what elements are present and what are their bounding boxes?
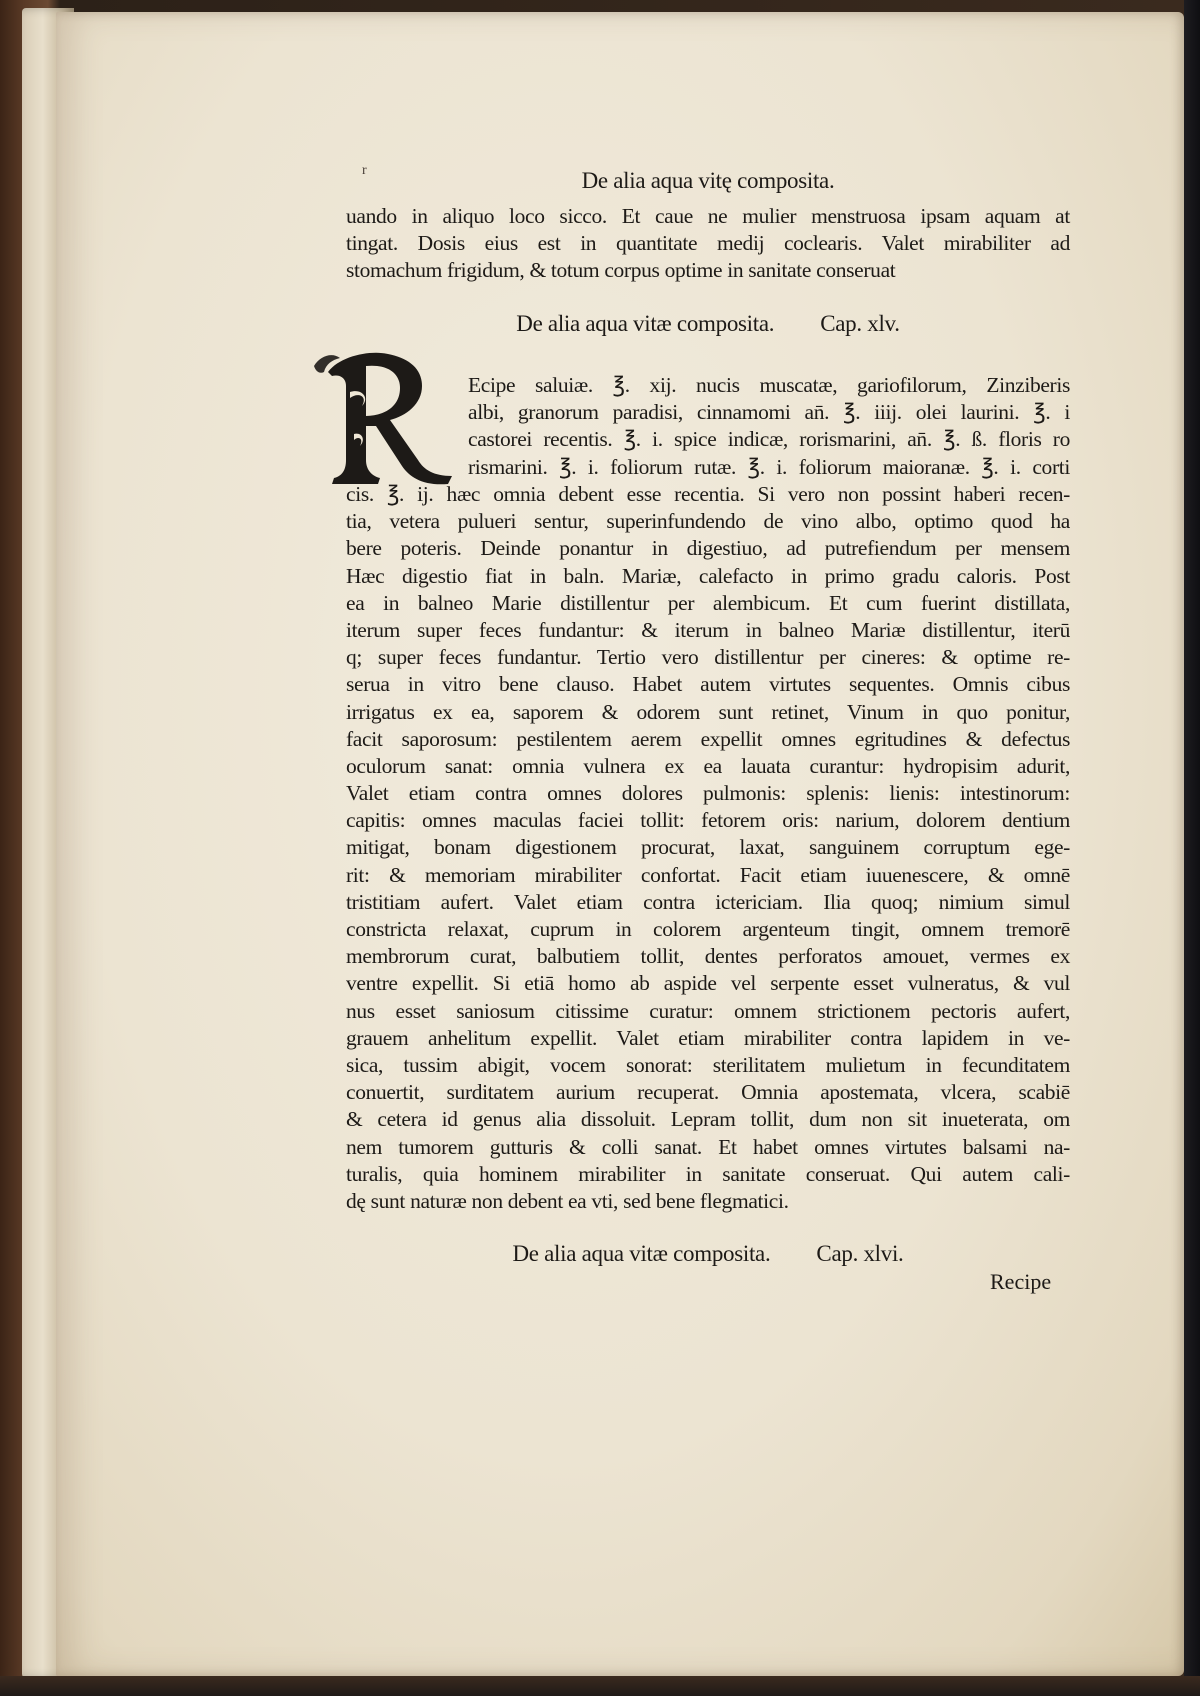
text-line: & cetera id genus alia dissoluit. Lepram tollit, dum non sit inueterata, om bbox=[346, 1107, 1070, 1132]
text-line: q; super feces fundantur. Tertio vero distillentur per cineres: & optime re- bbox=[346, 645, 1070, 670]
text-line: conuertit, surditatem aurium recuperat. Omnia apostemata, vlcera, scabiē bbox=[346, 1080, 1070, 1105]
chapter-number: Cap. xlvi. bbox=[816, 1241, 904, 1266]
text-line: stomachum frigidum, & totum corpus optime in sanitate conseruat bbox=[346, 258, 896, 283]
text-line: facit saporosum: pestilentem aerem expellit omnes egritudines & defectus bbox=[346, 726, 1070, 751]
catchword: Recipe bbox=[990, 1269, 1052, 1294]
text-line: serua in vitro bene clauso. Habet autem virtutes sequentes. Omnis cibus bbox=[346, 672, 1070, 697]
text-line: Hæc digestio fiat in baln. Mariæ, calefacto in primo gradu caloris. Post bbox=[346, 563, 1070, 588]
text-line: nem tumorem gutturis & colli sanat. Et habet omnes virtutes balsami na- bbox=[346, 1134, 1070, 1159]
text-line: castorei recentis. ℥. i. spice indicæ, rorismarini, an̄. ℥. ß. floris ro bbox=[468, 427, 1070, 452]
text-line: ea in balneo Marie distillentur per alembicum. Et cum fuerint distillata, bbox=[346, 590, 1070, 615]
text-line: iterum super feces fundantur: & iterum in balneo Mariæ distillentur, iterū bbox=[346, 617, 1070, 642]
drop-cap-letter: R bbox=[382, 464, 390, 475]
text-line: oculorum sanat: omnia vulnera ex ea lauata curantur: hydropisim adurit, bbox=[346, 753, 1070, 778]
text-line: grauem anhelitum expellit. Valet etiam mirabiliter contra lapidem in ve- bbox=[346, 1025, 1070, 1050]
text-line: capitis: omnes maculas faciei tollit: fetorem oris: narium, dolorem dentium bbox=[346, 808, 1070, 833]
book-bottom-edge bbox=[0, 1676, 1200, 1696]
text-line: membrorum curat, balbutiem tollit, dentes perforatos amouet, vermes ex bbox=[346, 944, 1070, 969]
text-line: dę sunt naturæ non debent ea vti, sed bene flegmatici. bbox=[346, 1188, 789, 1213]
text-line: rit: & memoriam mirabiliter confortat. Facit etiam iuuenescere, & omnē bbox=[346, 862, 1070, 887]
chapter-heading-46 bbox=[346, 1241, 1070, 1267]
opening-paragraph bbox=[346, 203, 1070, 285]
text-line: constricta relaxat, cuprum in colorem argenteum tingit, omnem tremorē bbox=[346, 917, 1070, 941]
text-line: uando in aliquo loco sicco. Et caue ne mulier menstruosa ipsam aquam at bbox=[346, 204, 1070, 228]
text-line: Ecipe saluiæ. ℥. xij. nucis muscatæ, gariofilorum, Zinziberis bbox=[468, 373, 1070, 397]
text-line: mitigat, bonam digestionem procurat, laxat, sanguinem corruptum ege- bbox=[346, 835, 1070, 860]
chapter-title: De alia aqua vitæ composita. bbox=[512, 1241, 771, 1266]
text-line: cis. ℥. ij. hæc omnia debent esse recentia. Si vero non possint haberi recen- bbox=[346, 482, 1070, 506]
chapter-number: Cap. xlv. bbox=[820, 311, 900, 336]
text-line: bere poteris. Deinde ponantur in digestiuo, ad putrefiendum per mensem bbox=[346, 536, 1070, 561]
main-paragraph bbox=[346, 481, 1070, 1215]
text-line: rismarini. ℥. i. foliorum rutæ. ℥. i. foliorum maioranæ. ℥. i. corti bbox=[468, 454, 1070, 479]
scan-background-edge bbox=[1184, 0, 1200, 1696]
text-line: sica, tussim abigit, vocem sonorat: sterilitatem mulietum in fecunditatem bbox=[346, 1052, 1070, 1077]
text-line: tingat. Dosis eius est in quantitate medij coclearis. Valet mirabiliter ad bbox=[346, 231, 1070, 256]
chapter-title: De alia aqua vitæ composita. bbox=[516, 311, 775, 336]
text-line: tia, vetera pulueri sentur, superinfundendo de vino albo, optimo quod ha bbox=[346, 509, 1070, 534]
text-line: Valet etiam contra omnes dolores pulmonis: splenis: lienis: intestinorum: bbox=[346, 781, 1070, 806]
text-line: irrigatus ex ea, saporem & odorem sunt retinet, Vinum in quo ponitur, bbox=[346, 699, 1070, 724]
text-line: albi, granorum paradisi, cinnamomi an̄. ℥. iiij. olei laurini. ℥. i bbox=[468, 400, 1070, 425]
text-line: ventre expellit. Si etiā homo ab aspide vel serpente esset vulneratus, & vul bbox=[346, 971, 1070, 996]
folio-mark: r bbox=[362, 163, 367, 178]
running-head: De alia aqua vitę composita. bbox=[581, 168, 835, 193]
text-line: tristitiam aufert. Valet etiam contra ictericiam. Ilia quoq; nimium simul bbox=[346, 889, 1070, 914]
chapter-heading-45 bbox=[346, 311, 1070, 337]
text-line: nus esset saniosum citissime curatur: omnem strictionem pectoris aufert, bbox=[346, 998, 1070, 1023]
text-line: turalis, quia hominem mirabiliter in sanitate conseruat. Qui autem cali- bbox=[346, 1161, 1070, 1186]
initial-paragraph-start bbox=[346, 372, 1070, 481]
